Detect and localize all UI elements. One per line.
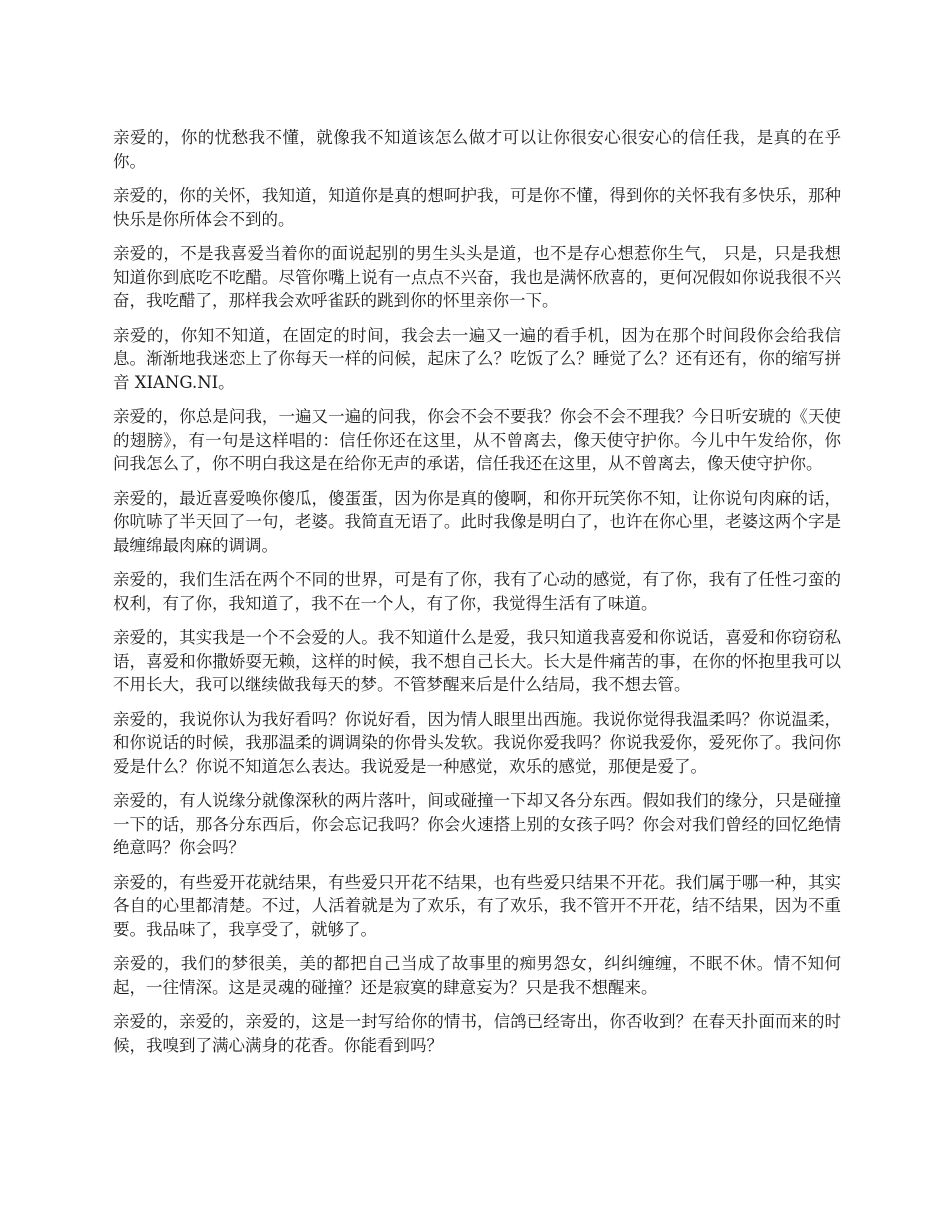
document-body bbox=[113, 126, 841, 1068]
paragraph: 亲爱的，最近喜爱唤你傻瓜，傻蛋蛋，因为你是真的傻啊，和你开玩笑你不知，让你说句肉麻的话，你吭哧了半天回了一句，老婆。我简直无语了。此时我像是明白了，也许在你心里，老婆这两个字是最缠绵最肉麻的调调。 bbox=[113, 488, 841, 555]
paragraph: 亲爱的，你的关怀，我知道，知道你是真的想呵护我，可是你不懂，得到你的关怀我有多快乐，那种快乐是你所体会不到的。 bbox=[113, 186, 841, 229]
paragraph: 亲爱的，其实我是一个不会爱的人。我不知道什么是爱，我只知道我喜爱和你说话，喜爱和你窃窃私语，喜爱和你撒娇耍无赖，这样的时候，我不想自己长大。长大是件痛苦的事，在你的怀抱里我可以不用长大，我可以继续做我每天的梦。不管梦醒来后是什么结局，我不想去管。 bbox=[113, 628, 841, 694]
paragraph: 亲爱的，我说你认为我好看吗？你说好看，因为情人眼里出西施。我说你觉得我温柔吗？你说温柔，和你说话的时候，我那温柔的调调染的你骨头发软。我说你爱我吗？你说我爱你，爱死你了。我问你爱是什么？你说不知道怎么表达。我说爱是一种感觉，欢乐的感觉，那便是爱了。 bbox=[113, 709, 841, 776]
paragraph: 亲爱的，不是我喜爱当着你的面说起别的男生头头是道，也不是存心想惹你生气， 只是，只是我想知道你到底吃不吃醋。尽管你嘴上说有一点点不兴奋，我也是满怀欣喜的，更何况假如你说我很不兴奋，我吃醋了，那样我会欢呼雀跃的跳到你的怀里亲你一下。 bbox=[113, 244, 841, 310]
paragraph: 亲爱的，你的忧愁我不懂，就像我不知道该怎么做才可以让你很安心很安心的信任我，是真的在乎你。 bbox=[113, 128, 841, 171]
paragraph: 亲爱的，亲爱的，亲爱的，这是一封写给你的情书，信鸽已经寄出，你否收到？在春天扑面而来的时候，我嗅到了满心满身的花香。你能看到吗？ bbox=[113, 1012, 841, 1055]
paragraph: 亲爱的，有人说缘分就像深秋的两片落叶，间或碰撞一下却又各分东西。假如我们的缘分，只是碰撞一下的话，那各分东西后，你会忘记我吗？你会火速搭上别的女孩子吗？你会对我们曾经的回忆绝情绝意吗？你会吗？ bbox=[113, 791, 841, 857]
paragraph: 亲爱的，你总是问我，一遍又一遍的问我，你会不会不要我？你会不会不理我？今日听安琥的《天使的翅膀》，有一句是这样唱的：信任你还在这里，从不曾离去，像天使守护你。今儿中午发给你，你问我怎么了，你不明白我这是在给你无声的承诺，信任我还在这里，从不曾离去，像天使守护你。 bbox=[113, 407, 841, 473]
paragraph: 亲爱的，有些爱开花就结果，有些爱只开花不结果，也有些爱只结果不开花。我们属于哪一种，其实各自的心里都清楚。不过，人活着就是为了欢乐，有了欢乐，我不管开不开花，结不结果，因为不重要。我品味了，我享受了，就够了。 bbox=[113, 872, 841, 939]
paragraph: 亲爱的，我们生活在两个不同的世界，可是有了你，我有了心动的感觉，有了你，我有了任性刁蛮的权利，有了你，我知道了，我不在一个人，有了你，我觉得生活有了味道。 bbox=[113, 570, 841, 613]
paragraph: 亲爱的，你知不知道，在固定的时间，我会去一遍又一遍的看手机，因为在那个时间段你会给我信息。渐渐地我迷恋上了你每天一样的问候，起床了么？吃饭了么？睡觉了么？还有还有，你的缩写拼音 XIANG.NI。 bbox=[113, 325, 841, 392]
paragraph: 亲爱的，我们的梦很美，美的都把自己当成了故事里的痴男怨女，纠纠缠缠，不眠不休。情不知何起，一往情深。这是灵魂的碰撞？还是寂寞的肆意妄为？只是我不想醒来。 bbox=[113, 954, 841, 997]
